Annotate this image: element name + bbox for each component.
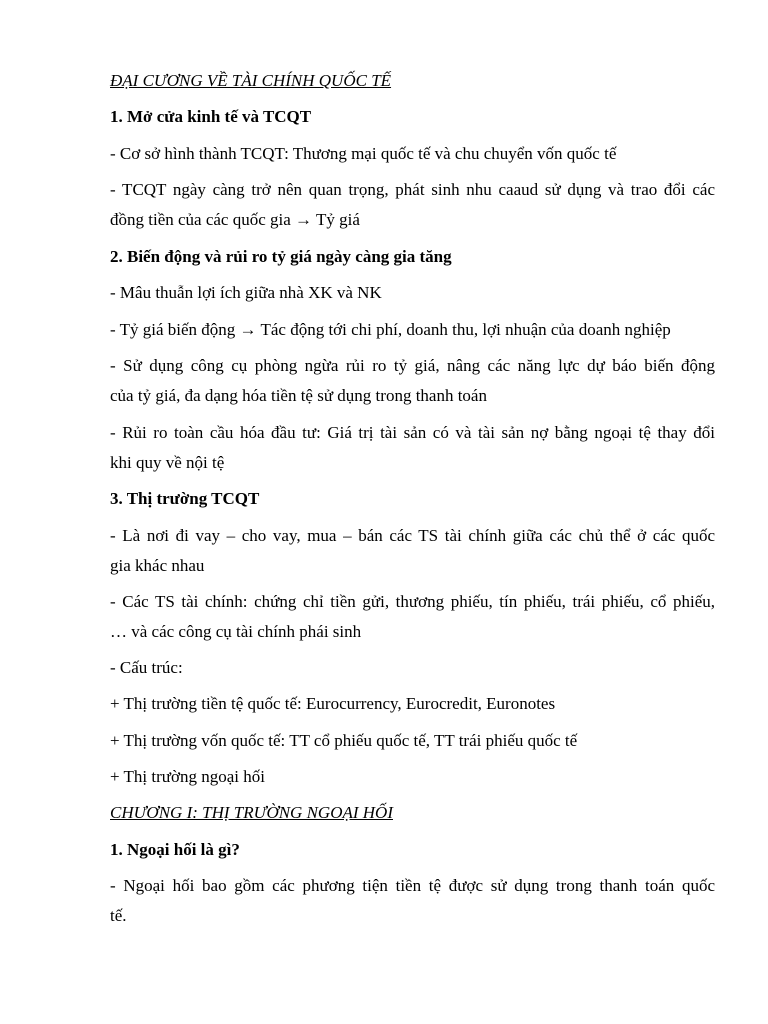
heading-exchange-rate-risk: 2. Biến động và rủi ro tỷ giá ngày càng gia tăng [110, 247, 452, 266]
list-item-forex-market: + Thị trường ngoại hối [110, 767, 265, 786]
paragraph-structure: - Cấu trúc: [110, 658, 183, 677]
chapter-title-forex: CHƯƠNG I: THỊ TRƯỜNG NGOẠI HỐI [110, 803, 393, 822]
paragraph-importance-line-2: đồng tiền của các quốc gia → Tỷ giá [110, 210, 360, 229]
paragraph-importance-line-1: - TCQT ngày càng trở nên quan trọng, phát sinh nhu caaud sử dụng và trao đổi các [110, 180, 715, 199]
paragraph-forex-def-line-1: - Ngoại hối bao gồm các phương tiện tiền tệ được sử dụng trong thanh toán quốc [110, 876, 715, 895]
paragraph-market-def-line-2: gia khác nhau [110, 556, 205, 575]
section-title-general: ĐẠI CƯƠNG VỀ TÀI CHÍNH QUỐC TẾ [110, 71, 392, 90]
heading-open-economy: 1. Mở cửa kinh tế và TCQT [110, 107, 312, 126]
heading-market: 3. Thị trường TCQT [110, 489, 260, 508]
list-item-capital-market: + Thị trường vốn quốc tế: TT cổ phiếu quốc tế, TT trái phiếu quốc tế [110, 731, 578, 750]
paragraph-globalization-line-2: khi quy về nội tệ [110, 453, 225, 472]
paragraph-conflict: - Mâu thuẫn lợi ích giữa nhà XK và NK [110, 283, 382, 302]
paragraph-hedging-line-2: của tỷ giá, đa dạng hóa tiền tệ sử dụng trong thanh toán [110, 386, 487, 405]
paragraph-globalization-line-1: - Rủi ro toàn cầu hóa đầu tư: Giá trị tài sản có và tài sản nợ bằng ngoại tệ thay đổi [110, 423, 715, 442]
paragraph-rate-volatility: - Tỷ giá biến động → Tác động tới chi phí, doanh thu, lợi nhuận của doanh nghiệp [110, 320, 671, 339]
paragraph-hedging-line-1: - Sử dụng công cụ phòng ngừa rủi ro tỷ giá, nâng các năng lực dự báo biến động [110, 356, 715, 375]
paragraph-assets-line-1: - Các TS tài chính: chứng chỉ tiền gửi, thương phiếu, tín phiếu, trái phiếu, cổ phiếu, [110, 592, 715, 611]
paragraph-basis: - Cơ sở hình thành TCQT: Thương mại quốc tế và chu chuyển vốn quốc tế [110, 144, 617, 163]
paragraph-market-def-line-1: - Là nơi đi vay – cho vay, mua – bán các TS tài chính giữa các chủ thể ở các quốc [110, 526, 715, 545]
list-item-money-market: + Thị trường tiền tệ quốc tế: Eurocurrency, Eurocredit, Euronotes [110, 694, 556, 713]
paragraph-forex-def-line-2: tế. [110, 906, 127, 925]
heading-what-is-forex: 1. Ngoại hối là gì? [110, 840, 240, 859]
paragraph-assets-line-2: … và các công cụ tài chính phái sinh [110, 622, 362, 641]
